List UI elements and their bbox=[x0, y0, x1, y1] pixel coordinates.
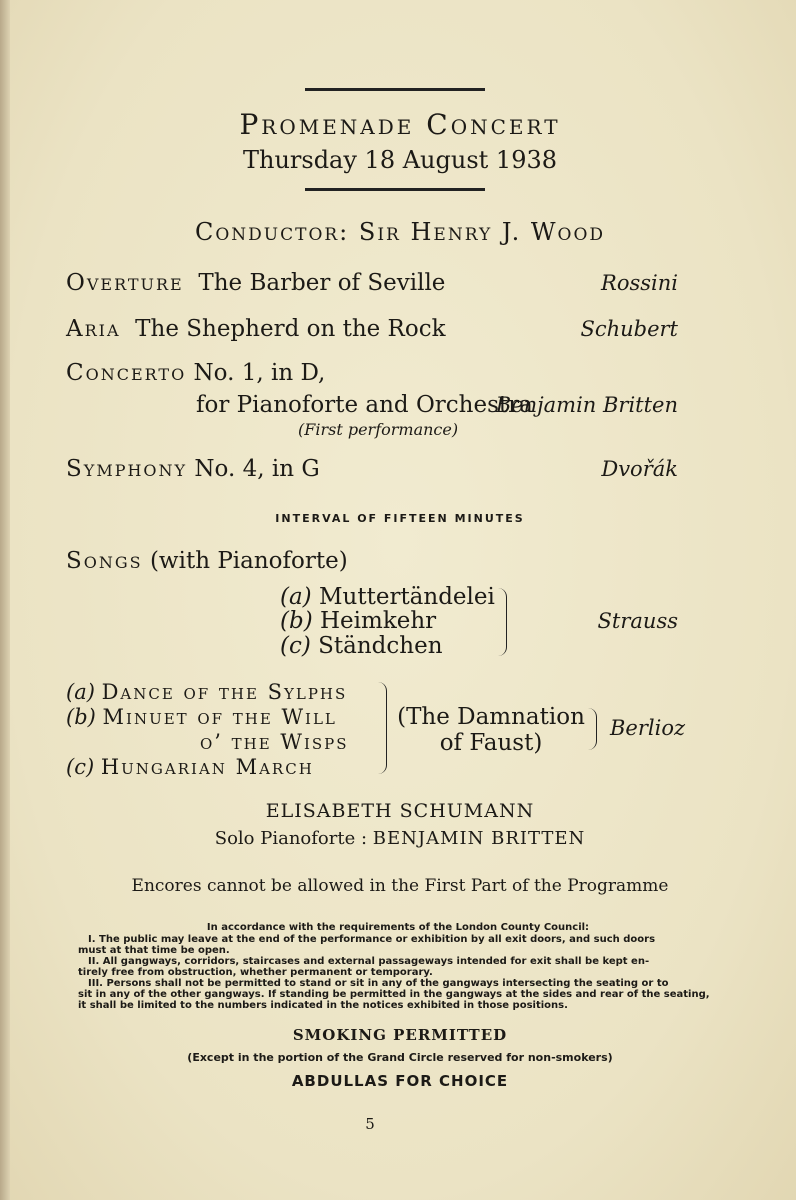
interval-notice: INTERVAL OF FIFTEEN MINUTES bbox=[275, 512, 525, 525]
work-title: No. 1, in D, bbox=[193, 360, 326, 386]
song-label: (c) bbox=[280, 633, 311, 659]
conductor-line: Conductor: Sir Henry J. Wood bbox=[194, 218, 606, 246]
header-rule bbox=[305, 188, 485, 191]
composer-britten: Benjamin Britten bbox=[495, 393, 678, 417]
concerto-subtitle: for Pianoforte and Orchestra bbox=[196, 392, 533, 418]
lcc-intro: In accordance with the requirements of the London County Council: bbox=[206, 922, 590, 933]
berlioz-minuet-cont: o’ the Wisps bbox=[200, 730, 349, 754]
berlioz-brace bbox=[378, 682, 387, 774]
songs-heading bbox=[66, 548, 348, 574]
programme-item-aria bbox=[66, 316, 446, 342]
song-a bbox=[280, 584, 495, 610]
pianist-line bbox=[100, 828, 700, 849]
first-performance-note: (First performance) bbox=[298, 420, 459, 439]
rule-2-line: II. All gangways, corridors, staircases and external passageways intended for exit shall be kept en- bbox=[88, 956, 650, 967]
abdullas-advert: ABDULLAS FOR CHOICE bbox=[291, 1072, 509, 1090]
song-b bbox=[280, 608, 436, 634]
composer-rossini: Rossini bbox=[601, 271, 678, 295]
song-title: Heimkehr bbox=[319, 608, 437, 634]
encores-notice: Encores cannot be allowed in the First Part of the Programme bbox=[131, 876, 669, 896]
damnation-line1: (The Damnation bbox=[397, 704, 585, 730]
songs-heading-rest: (with Pianoforte) bbox=[149, 548, 348, 574]
song-title: Ständchen bbox=[318, 633, 443, 659]
song-c bbox=[280, 633, 443, 659]
work-title: The Shepherd on the Rock bbox=[135, 316, 446, 342]
rule-1-cont: must at that time be open. bbox=[78, 945, 230, 956]
song-title: Muttertändelei bbox=[318, 584, 495, 610]
smoking-note: (Except in the portion of the Grand Circle reserved for non-smokers) bbox=[187, 1051, 613, 1064]
damnation-line2: of Faust) bbox=[439, 730, 543, 756]
concert-title: Promenade Concert bbox=[239, 108, 561, 141]
rule-1-line: I. The public may leave at the end of the performance or exhibition by all exit doors, and such doors bbox=[88, 934, 656, 945]
rule-3-cont2: it shall be limited to the numbers indicated in the notices exhibited in those positions. bbox=[78, 1000, 568, 1011]
composer-strauss: Strauss bbox=[597, 609, 678, 633]
composer-berlioz: Berlioz bbox=[610, 716, 686, 740]
berlioz-march: Hungarian March bbox=[100, 755, 314, 779]
rule-1 bbox=[78, 934, 738, 1011]
rule-3-cont: sit in any of the other gangways. If standing be permitted in the gangways at the sides and rear of the seating, bbox=[78, 989, 710, 1000]
work-type: Overture bbox=[66, 270, 184, 296]
concert-date: Thursday 18 August 1938 bbox=[242, 146, 557, 174]
smoking-heading: SMOKING PERMITTED bbox=[292, 1026, 508, 1044]
work-type: Aria bbox=[66, 316, 121, 342]
page-number: 5 bbox=[365, 1115, 375, 1133]
song-label: (a) bbox=[280, 584, 312, 610]
programme-item-symphony bbox=[66, 456, 320, 482]
pianist-label: Solo Pianoforte : bbox=[214, 828, 368, 849]
work-type: Symphony bbox=[66, 456, 188, 482]
work-title: The Barber of Seville bbox=[198, 270, 446, 296]
composer-schubert: Schubert bbox=[580, 317, 678, 341]
item-label: (c) bbox=[66, 755, 95, 779]
programme-item-concerto bbox=[66, 360, 325, 386]
pianist-name: BENJAMIN BRITTEN bbox=[372, 828, 586, 849]
item-label: (b) bbox=[66, 705, 96, 729]
singer-name: ELISABETH SCHUMANN bbox=[265, 800, 535, 822]
work-title: No. 4, in G bbox=[194, 456, 320, 482]
damnation-brace bbox=[588, 708, 597, 750]
programme-item-overture bbox=[66, 270, 445, 296]
berlioz-b bbox=[66, 705, 337, 729]
item-label: (a) bbox=[66, 680, 95, 704]
songs-brace bbox=[498, 588, 507, 656]
rule-3-line: III. Persons shall not be permitted to stand or sit in any of the gangways intersecting the seating or to bbox=[88, 978, 669, 989]
page-spine bbox=[0, 0, 10, 1200]
work-type: Concerto bbox=[66, 360, 187, 386]
berlioz-c bbox=[66, 755, 314, 779]
song-label: (b) bbox=[280, 608, 313, 634]
berlioz-minuet: Minuet of the Will bbox=[102, 705, 337, 729]
berlioz-dance: Dance of the Sylphs bbox=[101, 680, 348, 704]
rule-2-cont: tirely free from obstruction, whether permanent or temporary. bbox=[78, 967, 433, 978]
top-rule bbox=[305, 88, 485, 91]
composer-dvorak: Dvořák bbox=[601, 457, 678, 481]
work-type: Songs bbox=[66, 548, 143, 574]
berlioz-a bbox=[66, 680, 347, 704]
